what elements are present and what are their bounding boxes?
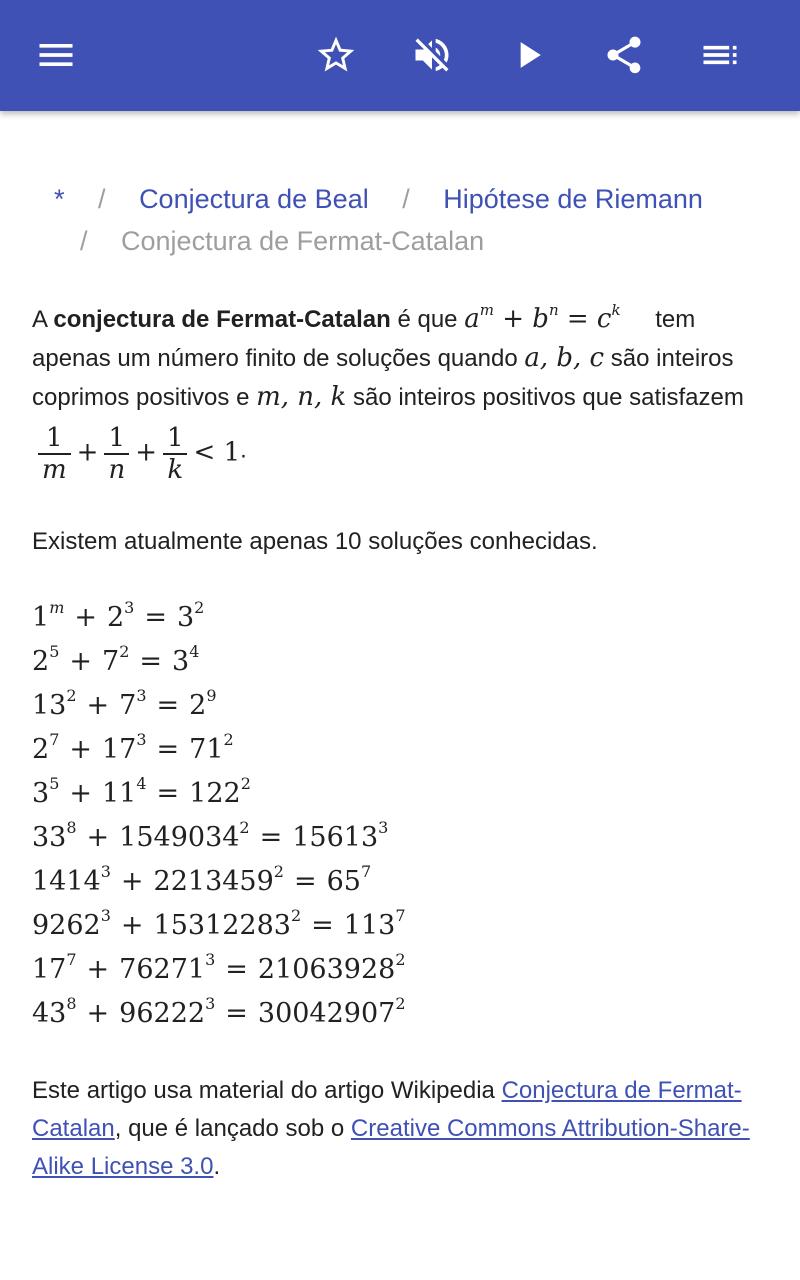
lhs-exponent: 4 [136, 774, 147, 793]
contents-button[interactable] [690, 25, 750, 85]
lhs-base: 76271 [119, 954, 206, 985]
rhs-base: 3 [176, 602, 195, 633]
rhs-exponent: 7 [360, 862, 372, 881]
variables-abc: a, b, c [524, 343, 605, 373]
license-link[interactable]: Creative Commons Attribution-Share-Alike License 3.0 [32, 1115, 750, 1180]
rhs-base: 2 [189, 690, 207, 721]
attribution-paragraph [32, 1072, 772, 1186]
rhs-exponent: 2 [395, 950, 406, 969]
rhs-base: 21063928 [257, 954, 396, 985]
lhs-base: 17 [102, 734, 137, 765]
rhs-base: 15613 [292, 822, 379, 853]
lhs-base: 11 [102, 778, 137, 809]
solution-equation [32, 684, 406, 728]
lhs-exponent: 2 [290, 906, 302, 925]
plus-operator: + [69, 646, 92, 677]
lhs-exponent: 7 [49, 730, 60, 749]
solution-equation [32, 772, 406, 816]
share-button[interactable] [594, 25, 654, 85]
intro-text-3: são inteiros positivos que satisfazem [352, 384, 744, 411]
solution-equation [32, 860, 406, 904]
equals-operator: = [225, 954, 248, 985]
rhs-exponent: 9 [206, 686, 217, 705]
lhs-base: 7 [102, 646, 120, 677]
intro-text-2: são inteiros coprimos positivos e [32, 345, 734, 411]
variables-mnk: m, n, k [256, 382, 347, 412]
play-button[interactable] [498, 25, 558, 85]
equals-operator: = [156, 690, 180, 721]
condition-formula: $\frac{1}{m}$ + $\frac{1}{n}$ + $\frac{1}{k}$ < 1 [32, 423, 240, 485]
intro-text: é que [390, 306, 465, 333]
plus-operator: + [69, 778, 92, 809]
lhs-base: 1549034 [119, 822, 240, 853]
intro-prefix: A [32, 306, 54, 333]
rhs-exponent: 7 [395, 906, 406, 925]
rhs-base: 30042907 [257, 998, 396, 1029]
lhs-base: 13 [32, 690, 67, 721]
solution-equation [32, 640, 406, 684]
attribution-text: . [213, 1153, 221, 1180]
equals-operator: = [311, 910, 334, 941]
breadcrumb-link-beal[interactable]: Conjectura de Beal [139, 184, 369, 214]
favorite-button[interactable] [306, 25, 366, 85]
lhs-base: 9262 [32, 910, 101, 941]
lhs-base: 33 [32, 822, 67, 853]
lhs-exponent: 2 [273, 862, 284, 881]
lhs-exponent: 3 [136, 730, 147, 749]
equals-operator: = [156, 778, 180, 809]
rhs-base: 71 [189, 734, 224, 765]
attribution-text: , que é lançado sob o [114, 1115, 351, 1142]
play-icon [506, 33, 550, 77]
lhs-base: 2213459 [153, 866, 274, 897]
plus-operator: + [86, 998, 110, 1029]
app-toolbar [0, 0, 800, 111]
lhs-exponent: 3 [124, 598, 135, 617]
share-icon [602, 33, 646, 77]
lhs-base: 1 [32, 602, 50, 633]
lhs-base: 1414 [32, 866, 101, 897]
rhs-exponent: 2 [194, 598, 205, 617]
plus-operator: + [120, 910, 144, 941]
plus-operator: + [86, 954, 110, 985]
equals-operator: = [293, 866, 317, 897]
plus-operator: + [74, 602, 97, 633]
breadcrumb-home-link[interactable]: * [54, 184, 65, 214]
solution-equation [32, 596, 406, 640]
lhs-exponent: 2 [239, 818, 250, 837]
solution-equation [32, 728, 406, 772]
plus-operator: + [86, 690, 110, 721]
known-solutions-text: Existem atualmente apenas 10 soluções conhecidas. [32, 528, 598, 555]
lhs-base: 2 [32, 646, 50, 677]
playlist-icon [698, 33, 742, 77]
lhs-base: 2 [32, 734, 50, 765]
main-equation: $a^m + b^n = c^k$ [464, 301, 621, 334]
breadcrumb-separator: / [98, 184, 106, 214]
solutions-list [32, 596, 406, 1036]
lhs-exponent: 8 [66, 994, 77, 1013]
rhs-exponent: 3 [378, 818, 389, 837]
intro-paragraph: A conjectura de Fermat-Catalan é que $a^m + b^n = c^k$ tem apenas um número finito de soluções quando a, b, c são inteiros coprimos positivos e m, n, k são inteiros positivos que satisfazem $\frac{1}{m}$ + $\frac{1}{n}$ + $\frac{1}{k}$ < 1. [32, 301, 744, 485]
intro-text-1: tem apenas um número finito de soluções quando [32, 306, 696, 372]
rhs-exponent: 2 [395, 994, 406, 1013]
mute-button[interactable] [402, 25, 462, 85]
lhs-exponent: 8 [66, 818, 77, 837]
menu-button[interactable] [26, 25, 86, 85]
lhs-base: 15312283 [153, 910, 291, 941]
rhs-base: 65 [326, 866, 361, 897]
plus-operator: + [120, 866, 144, 897]
lhs-exponent: 2 [66, 686, 77, 705]
solution-equation [32, 992, 406, 1036]
rhs-exponent: 2 [223, 730, 234, 749]
lhs-base: 17 [32, 954, 67, 985]
equals-operator: = [225, 998, 248, 1029]
lhs-exponent: 7 [66, 950, 77, 969]
breadcrumb-current: Conjectura de Fermat-Catalan [121, 226, 485, 256]
attribution-text: Este artigo usa material do artigo Wikipedia [32, 1077, 502, 1104]
lhs-base: 7 [119, 690, 137, 721]
lhs-base: 2 [106, 602, 125, 633]
lhs-base: 96222 [119, 998, 206, 1029]
lhs-exponent: 3 [100, 906, 111, 925]
lhs-exponent: 2 [119, 642, 130, 661]
lhs-exponent: 5 [49, 774, 60, 793]
lhs-base: 3 [32, 778, 50, 809]
plus-operator: + [86, 822, 110, 853]
rhs-exponent: 4 [189, 642, 200, 661]
rhs-exponent: 2 [240, 774, 251, 793]
lhs-exponent: 3 [205, 994, 216, 1013]
lhs-base: 43 [32, 998, 67, 1029]
lhs-exponent: 3 [100, 862, 111, 881]
breadcrumb-link-riemann[interactable]: Hipótese de Riemann [443, 184, 703, 214]
equals-operator: = [139, 646, 162, 677]
plus-operator: + [69, 734, 92, 765]
equals-operator: = [144, 602, 167, 633]
rhs-base: 3 [172, 646, 190, 677]
star-outline-icon [314, 33, 358, 77]
equals-operator: = [156, 734, 180, 765]
rhs-base: 113 [343, 910, 396, 941]
article-content [32, 300, 772, 561]
lhs-exponent: 3 [205, 950, 216, 969]
lhs-exponent: m [49, 598, 65, 617]
lhs-exponent: 3 [136, 686, 147, 705]
equals-operator: = [259, 822, 283, 853]
breadcrumb-separator: / [80, 226, 88, 256]
solution-equation [32, 816, 406, 860]
lhs-exponent: 5 [49, 642, 60, 661]
menu-icon [34, 33, 78, 77]
breadcrumb-separator: / [402, 184, 410, 214]
solution-equation [32, 948, 406, 992]
volume-off-icon [410, 33, 454, 77]
wikipedia-article-link[interactable]: Conjectura de Fermat-Catalan [32, 1077, 742, 1142]
solution-equation [32, 904, 406, 948]
rhs-base: 122 [189, 778, 241, 809]
bold-term: conjectura de Fermat-Catalan [53, 306, 391, 333]
